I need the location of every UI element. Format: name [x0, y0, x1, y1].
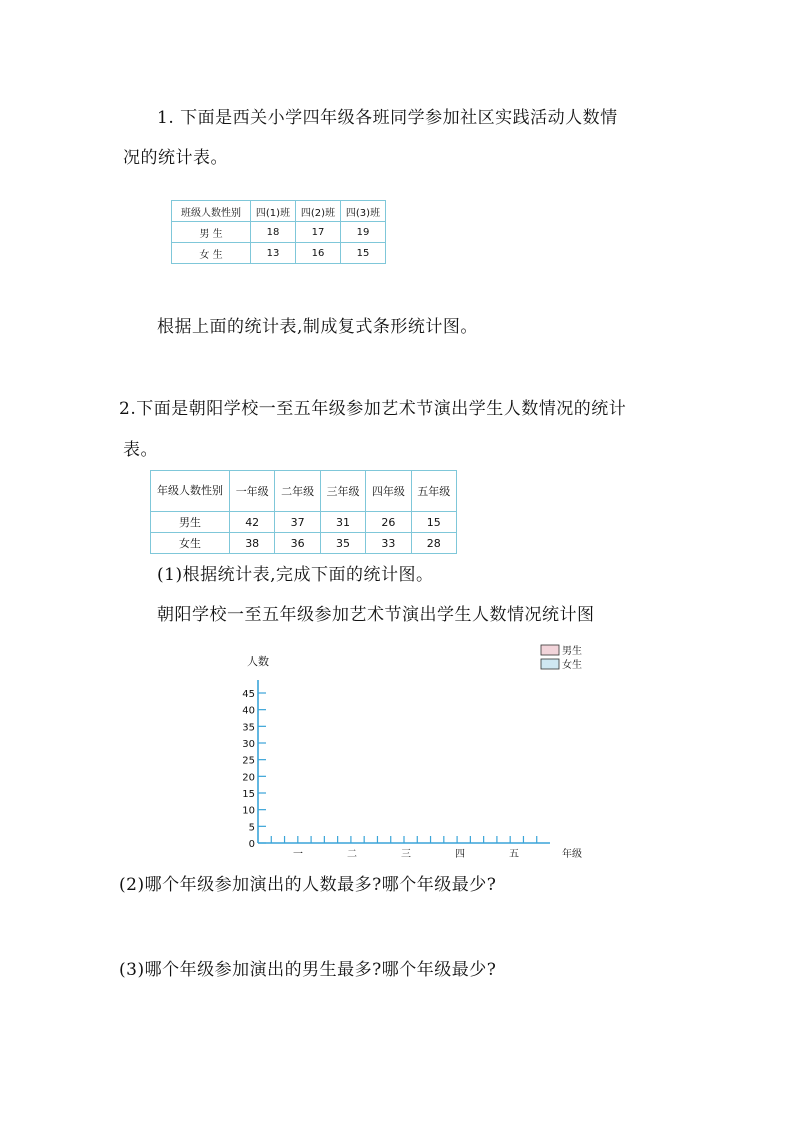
q1-line2: 况的统计表。	[123, 148, 228, 168]
y-tick-label: 5	[248, 822, 255, 834]
q2-table-cell: 15	[411, 512, 456, 533]
q1-table-cell: 男 生	[172, 222, 251, 243]
q2-table-cell: 42	[230, 512, 275, 533]
q1-table-cell: 13	[251, 243, 296, 264]
y-tick-label: 20	[242, 772, 255, 784]
q2-table	[150, 470, 457, 554]
q2-line2: 表。	[123, 440, 158, 460]
y-tick-label: 40	[242, 705, 255, 717]
y-axis-label: 人数	[247, 655, 269, 668]
x-category-label: 四	[455, 849, 465, 860]
legend-label: 男生	[562, 646, 582, 657]
q1-table	[171, 200, 386, 264]
q2-table-header-cell: 二年级	[275, 471, 320, 512]
y-tick-label: 30	[242, 739, 255, 750]
q2-sub3: (3)哪个年级参加演出的男生最多?哪个年级最少?	[119, 960, 497, 980]
q2-table-cell: 26	[366, 512, 411, 533]
y-tick-label: 0	[248, 839, 255, 850]
y-tick-label: 45	[242, 689, 255, 700]
q1-table-cell: 19	[341, 222, 386, 243]
q2-sub1: (1)根据统计表,完成下面的统计图。	[157, 565, 434, 585]
q1-table-cell: 15	[341, 243, 386, 264]
y-tick-label: 25	[242, 755, 255, 767]
legend-label: 女生	[562, 660, 582, 671]
q1-table-cell: 17	[296, 222, 341, 243]
y-tick-label: 15	[242, 789, 255, 800]
bar-chart	[230, 640, 600, 870]
q2-table-cell: 38	[230, 533, 275, 554]
q2-table-cell: 33	[366, 533, 411, 554]
y-tick-label: 10	[242, 805, 255, 817]
q1-table-header-cell: 四(2)班	[296, 201, 341, 222]
legend-swatch	[541, 659, 559, 669]
q2-table-cell: 35	[320, 533, 365, 554]
q2-table-header-cell: 五年级	[411, 471, 456, 512]
table-row	[172, 222, 386, 243]
q1-table-header-cell: 班级人数性别	[172, 201, 251, 222]
q2-table-cell: 31	[320, 512, 365, 533]
q1-instruction: 根据上面的统计表,制成复式条形统计图。	[157, 317, 478, 337]
q2-table-cell: 36	[275, 533, 320, 554]
x-category-label: 二	[347, 849, 357, 860]
x-category-label: 一	[293, 849, 303, 860]
q2-table-header-cell: 四年级	[366, 471, 411, 512]
q2-table-cell: 女生	[151, 533, 230, 554]
q2-table-cell: 28	[411, 533, 456, 554]
q2-table-header-cell: 一年级	[230, 471, 275, 512]
x-category-label: 三	[401, 849, 411, 860]
q2-table-cell: 37	[275, 512, 320, 533]
q1-table-header-cell: 四(1)班	[251, 201, 296, 222]
q1-line1: 1. 下面是西关小学四年级各班同学参加社区实践活动人数情	[157, 108, 618, 128]
table-row	[172, 243, 386, 264]
legend-swatch	[541, 645, 559, 655]
q1-table-header-cell: 四(3)班	[341, 201, 386, 222]
y-tick-label: 35	[242, 722, 255, 734]
q2-table-header-cell: 三年级	[320, 471, 365, 512]
chart-title-text: 朝阳学校一至五年级参加艺术节演出学生人数情况统计图	[157, 605, 595, 625]
table-row	[151, 512, 457, 533]
x-category-label: 五	[509, 849, 519, 860]
table-row	[151, 533, 457, 554]
q2-table-header-cell: 年级人数性别	[151, 471, 230, 512]
x-axis-label: 年级	[562, 849, 582, 860]
q2-line1: 2.下面是朝阳学校一至五年级参加艺术节演出学生人数情况的统计	[119, 399, 627, 419]
q1-table-cell: 女 生	[172, 243, 251, 264]
q1-table-cell: 16	[296, 243, 341, 264]
q1-table-cell: 18	[251, 222, 296, 243]
q2-table-cell: 男生	[151, 512, 230, 533]
q2-sub2: (2)哪个年级参加演出的人数最多?哪个年级最少?	[119, 875, 497, 895]
